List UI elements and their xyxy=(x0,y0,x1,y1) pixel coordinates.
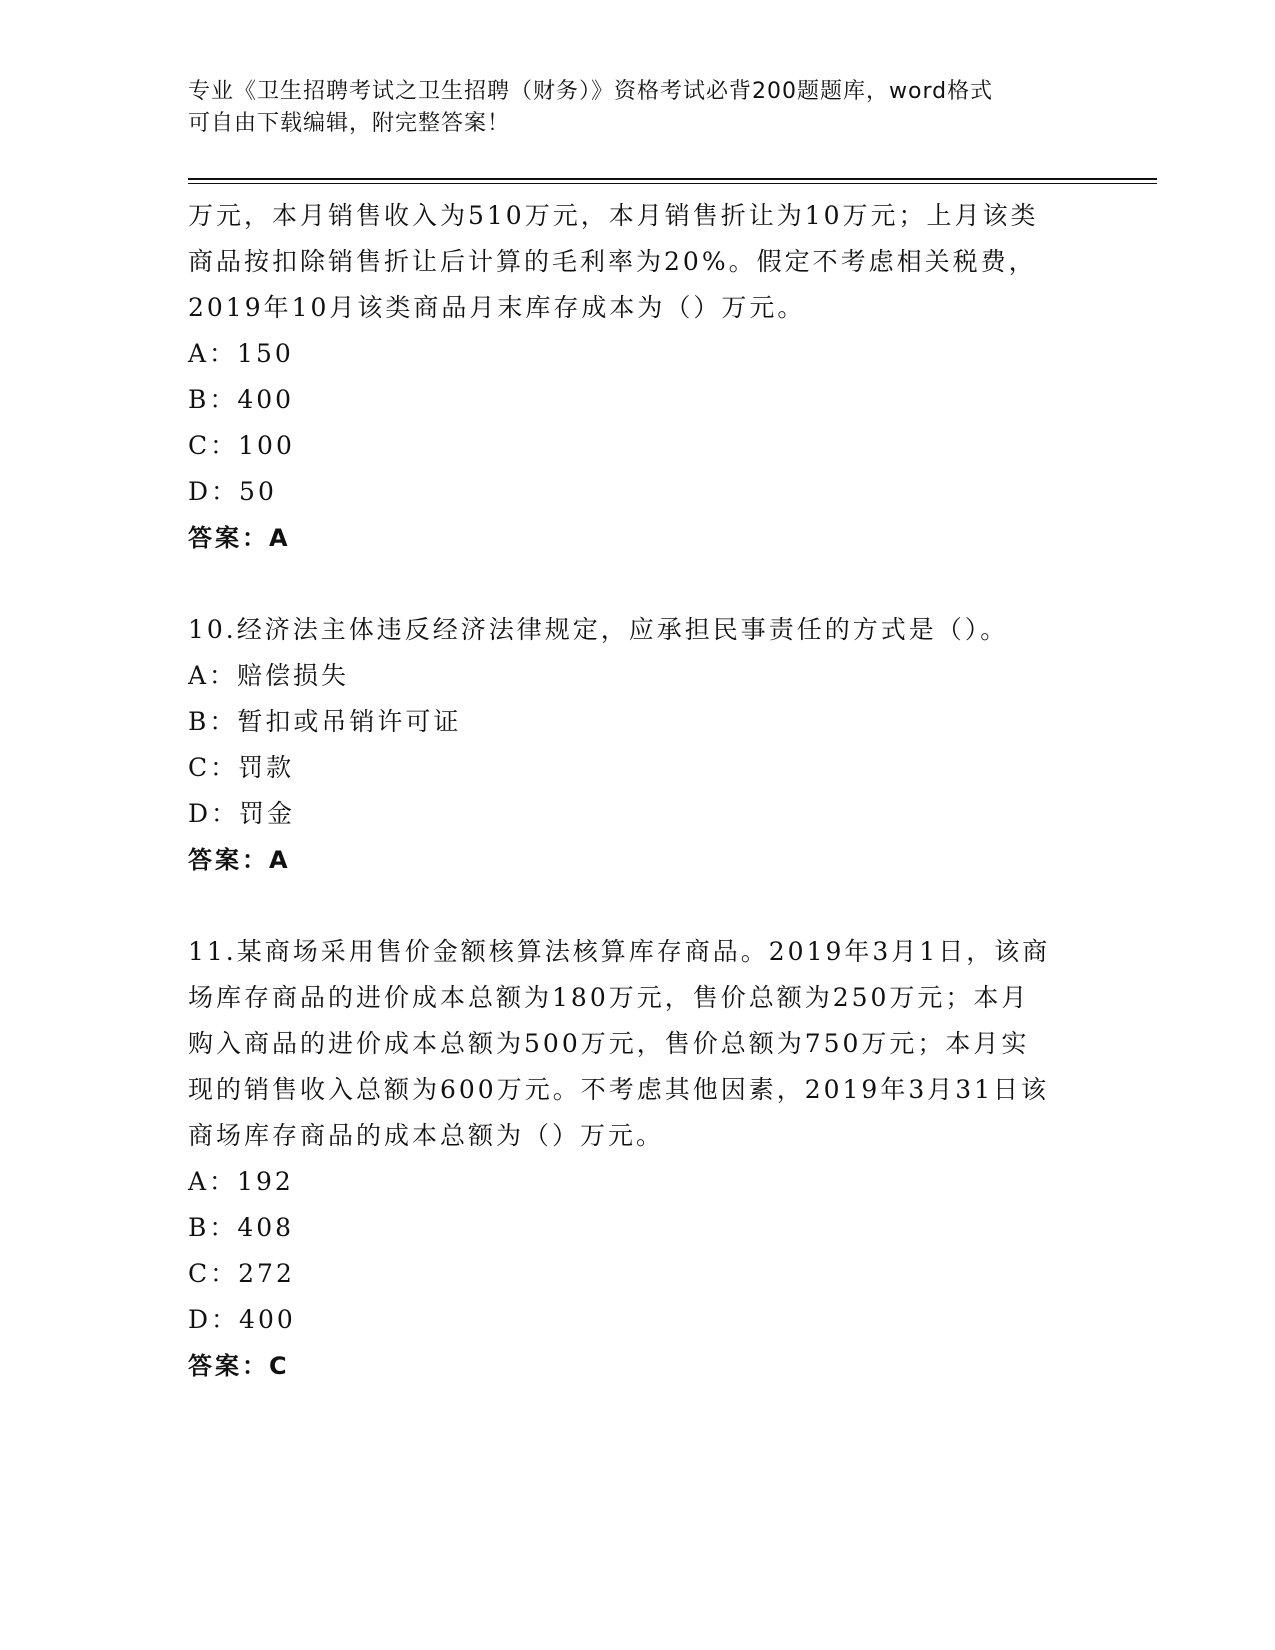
document-header xyxy=(188,76,1088,140)
question-stem-line: 场库存商品的进价成本总额为180万元，售价总额为250万元；本月 xyxy=(188,983,1030,1012)
header-divider-thick xyxy=(188,178,1157,180)
option-c: C：272 xyxy=(188,1259,295,1288)
option-a: A：192 xyxy=(188,1167,294,1196)
option-a: A：赔偿损失 xyxy=(188,661,350,690)
question-continued xyxy=(188,193,1088,561)
header-line-2: 可自由下载编辑，附完整答案！ xyxy=(188,111,511,136)
option-d: D：50 xyxy=(188,477,277,506)
option-b: B：408 xyxy=(188,1213,295,1242)
option-d: D：400 xyxy=(188,1305,296,1334)
option-b: B：400 xyxy=(188,385,295,414)
question-10 xyxy=(188,607,1088,883)
question-11 xyxy=(188,929,1088,1389)
question-stem-line: 11.某商场采用售价金额核算法核算库存商品。2019年3月1日，该商 xyxy=(188,937,1051,966)
question-stem-line: 10.经济法主体违反经济法律规定，应承担民事责任的方式是（）。 xyxy=(188,615,1009,644)
option-c: C：100 xyxy=(188,431,295,460)
question-stem-line: 购入商品的进价成本总额为500万元，售价总额为750万元；本月实 xyxy=(188,1029,1030,1058)
answer-line: 答案：A xyxy=(188,524,291,552)
spacer xyxy=(188,883,1088,929)
option-d: D：罚金 xyxy=(188,799,296,828)
answer-line: 答案：C xyxy=(188,1352,290,1380)
option-a: A：150 xyxy=(188,339,294,368)
answer-line: 答案：A xyxy=(188,846,291,874)
header-line-1: 专业《卫生招聘考试之卫生招聘（财务）》资格考试必背200题题库，word格式 xyxy=(188,79,994,104)
question-stem-line: 2019年10月该类商品月末库存成本为（）万元。 xyxy=(188,293,806,322)
question-stem-line: 现的销售收入总额为600万元。不考虑其他因素，2019年3月31日该 xyxy=(188,1075,1050,1104)
spacer xyxy=(188,561,1088,607)
option-b: B：暂扣或吊销许可证 xyxy=(188,707,462,736)
question-stem-line: 商品按扣除销售折让后计算的毛利率为20%。假定不考虑相关税费， xyxy=(188,247,1037,276)
header-divider-thin xyxy=(188,183,1157,184)
question-stem-line: 商场库存商品的成本总额为（）万元。 xyxy=(188,1121,665,1150)
question-stem-line: 万元，本月销售收入为510万元，本月销售折让为10万元；上月该类 xyxy=(188,201,1039,230)
option-c: C：罚款 xyxy=(188,753,295,782)
document-body xyxy=(188,193,1088,1389)
